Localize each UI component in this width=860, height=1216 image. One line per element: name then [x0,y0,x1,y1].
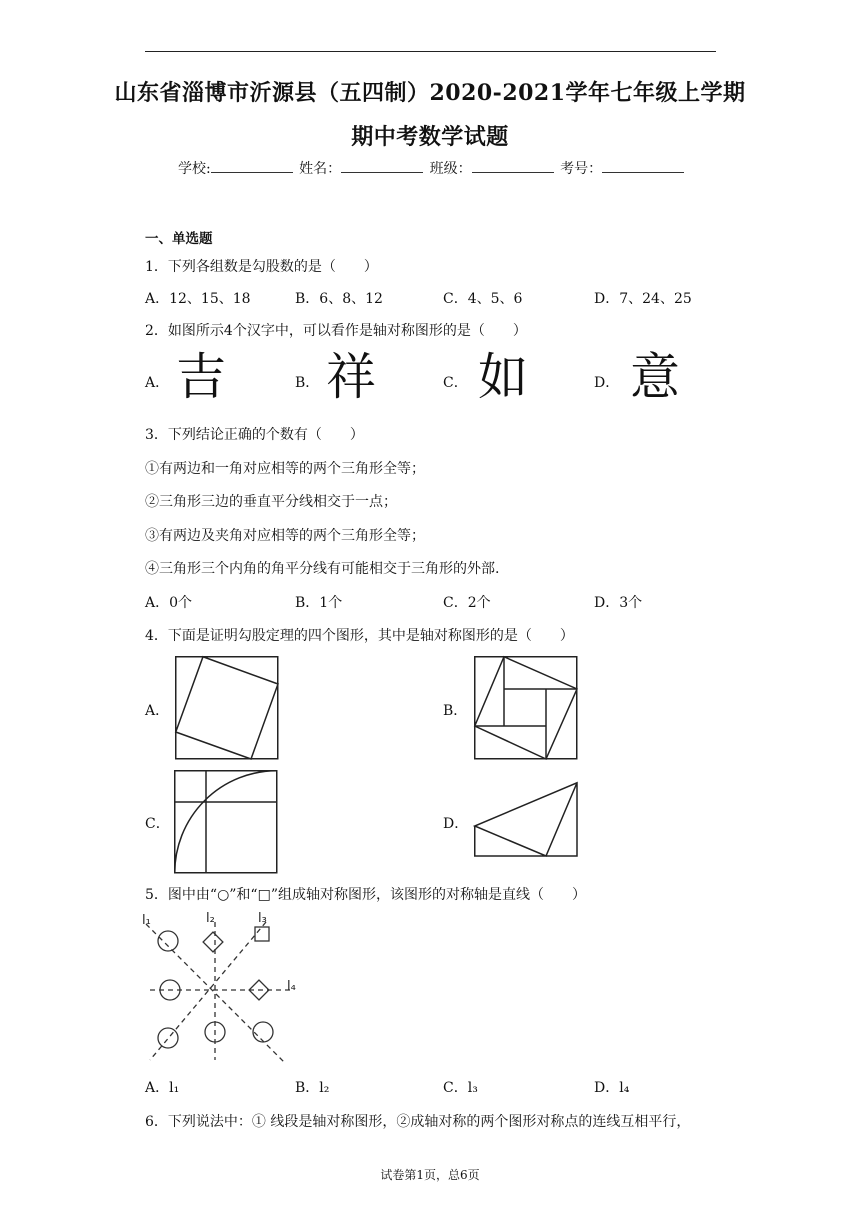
q2-char-b: 祥 [326,348,376,406]
page-title: 山东省淄博市沂源县（五四制）2020-2021学年七年级上学期 [114,80,746,106]
q2-char-c: 如 [478,348,528,406]
label-l4: l₄ [287,979,296,994]
q5-option-c: C．l₃ [443,1080,478,1096]
q2-stem: 2．如图所示4个汉字中，可以看作是轴对称图形的是（ ） [145,323,527,339]
q2-char-d: 意 [630,348,680,406]
q4-option-d: D． [443,816,469,832]
q3-stem: 3．下列结论正确的个数有（ ） [145,427,364,443]
q4-figure-d [474,782,578,858]
q1-option-d: D．7、24、25 [594,291,692,307]
exam-no-blank [602,158,684,173]
student-info [178,158,686,178]
q3-option-d: D．3个 [594,595,643,611]
q4-figure-a [175,656,279,760]
q1-stem: 1．下列各组数是勾股数的是（ ） [145,259,378,275]
q5-option-d: D．l₄ [594,1080,630,1096]
school-label: 学校: [178,161,211,177]
q3-statement-2: ②三角形三边的垂直平分线相交于一点； [145,494,397,510]
q2-option-d: D． [594,375,620,391]
q3-statement-4: ④三角形三个内角的角平分线有可能相交于三角形的外部. [145,561,500,577]
section-heading: 一、单选题 [145,231,213,247]
q5-figure [142,910,312,1070]
q1-option-a: A．12、15、18 [145,291,251,307]
q3-statement-3: ③有两边及夹角对应相等的两个三角形全等； [145,528,425,544]
q2-option-b: B． [295,375,320,391]
q6-stem: 6．下列说法中：① 线段是轴对称图形，②成轴对称的两个图形对称点的连线互相平行， [145,1114,691,1130]
circle-shape [158,931,178,951]
square-shape [203,932,223,952]
circle-shape [158,1028,178,1048]
square-shape [255,927,269,941]
label-l1: l₁ [142,913,151,928]
name-label: 姓名： [299,161,342,177]
top-rule [145,51,716,52]
school-blank [211,158,293,173]
q4-option-a: A． [145,703,170,719]
q1-option-c: C．4、5、6 [443,291,523,307]
q4-option-c: C． [145,816,170,832]
q2-char-a: 吉 [176,348,226,406]
exam-no-label: 考号： [560,161,603,177]
q3-option-a: A．0个 [145,595,193,611]
name-blank [341,158,423,173]
page-title-line2: 期中考数学试题 [351,124,509,150]
q1-option-b: B．6、8、12 [295,291,383,307]
class-label: 班级： [429,161,472,177]
q2-option-a: A． [145,375,170,391]
q4-option-b: B． [443,703,468,719]
q2-option-c: C． [443,375,468,391]
page-footer: 试卷第1页，总6页 [380,1168,480,1182]
class-blank [472,158,554,173]
circle-shape [253,1022,273,1042]
q3-statement-1: ①有两边和一角对应相等的两个三角形全等； [145,461,425,477]
q4-figure-c [174,770,278,874]
label-l2: l₂ [206,911,215,926]
q5-stem: 5．图中由“○”和“□”组成轴对称图形，该图形的对称轴是直线（ ） [145,887,586,903]
q3-option-c: C．2个 [443,595,491,611]
label-l3: l₃ [258,911,267,926]
q4-stem: 4．下面是证明勾股定理的四个图形，其中是轴对称图形的是（ ） [145,628,574,644]
q5-option-a: A．l₁ [145,1080,180,1096]
q4-figure-b [474,656,578,760]
q5-option-b: B．l₂ [295,1080,330,1096]
q3-option-b: B．1个 [295,595,343,611]
